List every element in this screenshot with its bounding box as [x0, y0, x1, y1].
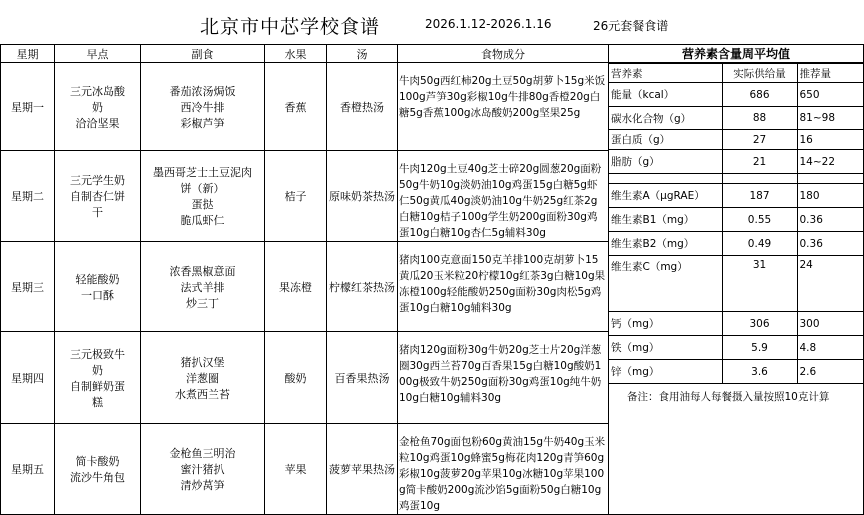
nutrition-row [609, 184, 864, 208]
soup-cell: 香橙热汤 [327, 63, 398, 151]
nutrition-name: 维生素B2（mg） [609, 232, 722, 256]
breakfast-line: 轻能酸奶 [75, 272, 120, 286]
nutrition-spacer-cell [722, 174, 797, 184]
breakfast-cell [55, 63, 141, 151]
nutrition-recommended: 24 [797, 256, 864, 312]
nutrition-note-row [609, 384, 864, 410]
nutrition-name: 维生素B1（mg） [609, 208, 722, 232]
side-dish-line: 水煮西兰苔 [175, 387, 230, 401]
nutrition-header-row [609, 64, 864, 83]
side-dish-cell [141, 424, 265, 515]
ingredients-cell: 猪肉100克意面150克羊排100克胡萝卜15黄瓜20玉米粒20柠檬10g红茶3g白糖10g果冻橙100g轻能酸奶250g面粉30g肉松5g鸡蛋10g白糖10g辅料30g [398, 242, 609, 332]
ingredients-cell: 牛肉120g土豆40g芝士碎20g圆葱20g面粉50g牛奶10g淡奶油10g鸡蛋15g白糖5g虾仁50g黄瓜40g淡奶油10g牛奶25g红茶2g白糖10g桔子100g学生奶200g面粉30g鸡蛋10g白糖10g杏仁5g辅料30g [398, 151, 609, 242]
nutrition-spacer-cell [797, 174, 864, 184]
breakfast-line: 三元学生奶 [70, 174, 125, 187]
breakfast-cell [55, 151, 141, 242]
breakfast-line: 洽洽坚果 [75, 116, 120, 130]
side-dish-cell [141, 332, 265, 424]
side-dish-cell [141, 151, 265, 242]
nutrition-actual: 27 [722, 130, 797, 150]
date-range: 2026.1.12-2026.1.16 [425, 17, 552, 31]
side-dish-line: 蛋挞 [191, 198, 214, 211]
breakfast-cell [55, 242, 141, 332]
soup-cell: 原味奶茶热汤 [327, 151, 398, 242]
nutrition-note: 备注：食用油每人每餐摄入量按照10克计算 [609, 384, 864, 410]
side-dish-line: 西冷牛排 [180, 100, 225, 114]
nutrition-recommended: 14~22 [797, 150, 864, 174]
nutrition-actual: 3.6 [722, 360, 797, 384]
meal-price-tag: 26元套餐食谱 [593, 19, 669, 33]
breakfast-line: 糕 [92, 395, 103, 409]
nutrition-recommended: 650 [797, 83, 864, 107]
day-cell: 星期一 [1, 63, 55, 151]
nutrition-row [609, 232, 864, 256]
breakfast-line: 流沙牛角包 [70, 471, 125, 484]
fruit-cell: 桔子 [265, 151, 327, 242]
day-cell: 星期三 [1, 242, 55, 332]
col-header-nutrition: 营养素含量周平均值 [609, 45, 864, 63]
nutrition-panel [609, 63, 864, 515]
col-header-day: 星期 [1, 45, 55, 63]
fruit-cell: 香蕉 [265, 63, 327, 151]
side-dish-line: 金枪鱼三明治 [169, 447, 236, 460]
col-header-soup: 汤 [327, 45, 398, 63]
nutrition-spacer-cell [609, 174, 722, 184]
nutrition-actual: 0.49 [722, 232, 797, 256]
nutrition-name: 蛋白质（g） [609, 130, 722, 150]
side-dish-line: 饼（新） [180, 182, 225, 195]
side-dish-line: 法式羊排 [180, 280, 225, 294]
breakfast-cell [55, 424, 141, 515]
nutrition-actual: 187 [722, 184, 797, 208]
nutrition-header-recommended: 推荐量 [797, 64, 864, 83]
nutrition-recommended: 81~98 [797, 107, 864, 130]
breakfast-line: 三元冰岛酸 [70, 84, 125, 98]
side-dish-line: 浓香黑椒意面 [169, 264, 236, 278]
side-dish-line: 炒三丁 [186, 296, 219, 310]
nutrition-name: 维生素C（mg） [609, 256, 722, 312]
header-row [1, 45, 864, 63]
nutrition-actual: 306 [722, 312, 797, 336]
col-header-ingredients: 食物成分 [398, 45, 609, 63]
col-header-breakfast: 早点 [55, 45, 141, 63]
ingredients-cell: 猪肉120g面粉30g牛奶20g芝士片20g洋葱圈30g西兰苔70g百香果15g白糖10g酸奶100g极致牛奶250g面粉30g鸡蛋10g纯牛奶10g白糖10g辅料30g [398, 332, 609, 424]
nutrition-row [609, 256, 864, 312]
nutrition-name: 碳水化合物（g） [609, 107, 722, 130]
soup-cell: 百香果热汤 [327, 332, 398, 424]
breakfast-line: 简卡酸奶 [75, 455, 120, 468]
nutrition-row [609, 107, 864, 130]
soup-cell: 柠檬红茶热汤 [327, 242, 398, 332]
fruit-cell: 酸奶 [265, 332, 327, 424]
fruit-cell: 果冻橙 [265, 242, 327, 332]
nutrition-recommended: 300 [797, 312, 864, 336]
breakfast-line: 自制杏仁饼 [70, 190, 125, 203]
menu-table [0, 44, 864, 515]
nutrition-row [609, 312, 864, 336]
nutrition-actual: 0.55 [722, 208, 797, 232]
nutrition-name: 脂肪（g） [609, 150, 722, 174]
breakfast-line: 一口酥 [81, 288, 114, 302]
side-dish-line: 洋葱圈 [186, 371, 219, 385]
breakfast-line: 自制鲜奶蛋 [70, 379, 125, 393]
nutrition-recommended: 4.8 [797, 336, 864, 360]
nutrition-actual: 5.9 [722, 336, 797, 360]
nutrition-row [609, 360, 864, 384]
col-header-side: 副食 [141, 45, 265, 63]
ingredients-cell: 金枪鱼70g面包粉60g黄油15g牛奶40g玉米粒10g鸡蛋10g蜂蜜5g梅花肉120g青笋60g彩椒10g菠萝20g苹果10g冰糖10g苹果100g简卡酸奶200g流沙馅5g面粉50g白糖10g鸡蛋10g [398, 424, 609, 515]
nutrition-row [609, 336, 864, 360]
nutrition-recommended: 0.36 [797, 232, 864, 256]
nutrition-name: 锌（mg） [609, 360, 722, 384]
nutrition-row [609, 150, 864, 174]
breakfast-line: 奶 [92, 100, 103, 114]
page-title: 北京市中芯学校食谱 [200, 16, 381, 38]
nutrition-row [609, 83, 864, 107]
nutrition-recommended: 16 [797, 130, 864, 150]
day-cell: 星期二 [1, 151, 55, 242]
soup-cell: 菠萝苹果热汤 [327, 424, 398, 515]
nutrition-actual: 21 [722, 150, 797, 174]
side-dish-line: 彩椒芦笋 [180, 116, 225, 130]
side-dish-cell [141, 242, 265, 332]
nutrition-actual: 686 [722, 83, 797, 107]
ingredients-cell: 牛肉50g西红柿20g土豆50g胡萝卜15g米饭100g芦笋30g彩椒10g牛排80g香橙20g白糖5g香蕉100g冰岛酸奶200g坚果25g [398, 63, 609, 151]
nutrition-name: 铁（mg） [609, 336, 722, 360]
col-header-fruit: 水果 [265, 45, 327, 63]
nutrition-actual: 88 [722, 107, 797, 130]
nutrition-name: 维生素A（μgRAE） [609, 184, 722, 208]
day-row [1, 63, 864, 151]
nutrition-spacer-row [609, 174, 864, 184]
side-dish-line: 清炒莴笋 [180, 479, 225, 492]
day-cell: 星期四 [1, 332, 55, 424]
side-dish-line: 番茄浓汤焗饭 [169, 84, 236, 98]
side-dish-line: 猪扒汉堡 [180, 355, 225, 369]
side-dish-line: 蜜汁猪扒 [180, 463, 225, 476]
nutrition-row [609, 208, 864, 232]
fruit-cell: 苹果 [265, 424, 327, 515]
nutrition-actual: 31 [722, 256, 797, 312]
breakfast-line: 奶 [92, 363, 103, 377]
nutrition-header-actual: 实际供给量 [722, 64, 797, 83]
nutrition-name: 能量（kcal） [609, 83, 722, 107]
nutrition-row [609, 130, 864, 150]
day-cell: 星期五 [1, 424, 55, 515]
nutrition-header-name: 营养素 [609, 64, 722, 83]
breakfast-line: 三元极致牛 [70, 347, 125, 361]
nutrition-table [609, 63, 864, 410]
breakfast-line: 干 [92, 206, 103, 219]
nutrition-recommended: 2.6 [797, 360, 864, 384]
side-dish-line: 墨西哥芝士土豆泥肉 [153, 166, 252, 179]
breakfast-cell [55, 332, 141, 424]
nutrition-recommended: 180 [797, 184, 864, 208]
nutrition-name: 钙（mg） [609, 312, 722, 336]
side-dish-line: 脆瓜虾仁 [180, 214, 225, 227]
nutrition-recommended: 0.36 [797, 208, 864, 232]
side-dish-cell [141, 63, 265, 151]
